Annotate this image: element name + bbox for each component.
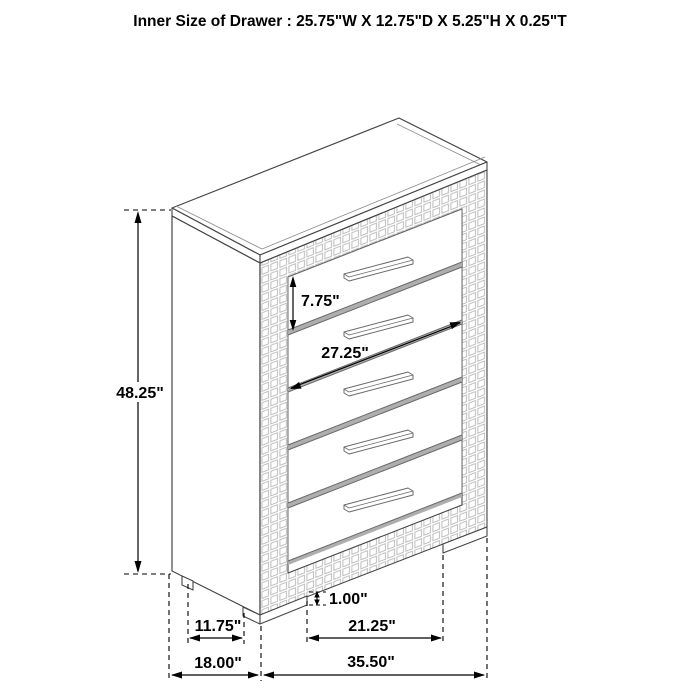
dim-label-overall-height: 48.25" — [116, 385, 164, 402]
dim-leg-height — [309, 591, 368, 608]
dim-label-side-leg-spacing: 11.75" — [194, 618, 242, 635]
dim-label-leg-height: 1.00" — [329, 591, 368, 608]
dim-label-drawer-width: 27.25" — [321, 345, 369, 362]
dim-label-overall-width: 35.50" — [347, 654, 395, 671]
dim-label-drawer-height: 7.75" — [301, 293, 340, 310]
dim-label-overall-depth: 18.00" — [194, 655, 242, 672]
chest-side-panel — [172, 216, 260, 615]
dim-label-front-leg-spacing: 21.25" — [348, 618, 396, 635]
page-title: Inner Size of Drawer : 25.75"W X 12.75"D X 5.25"H X 0.25"T — [133, 13, 567, 30]
